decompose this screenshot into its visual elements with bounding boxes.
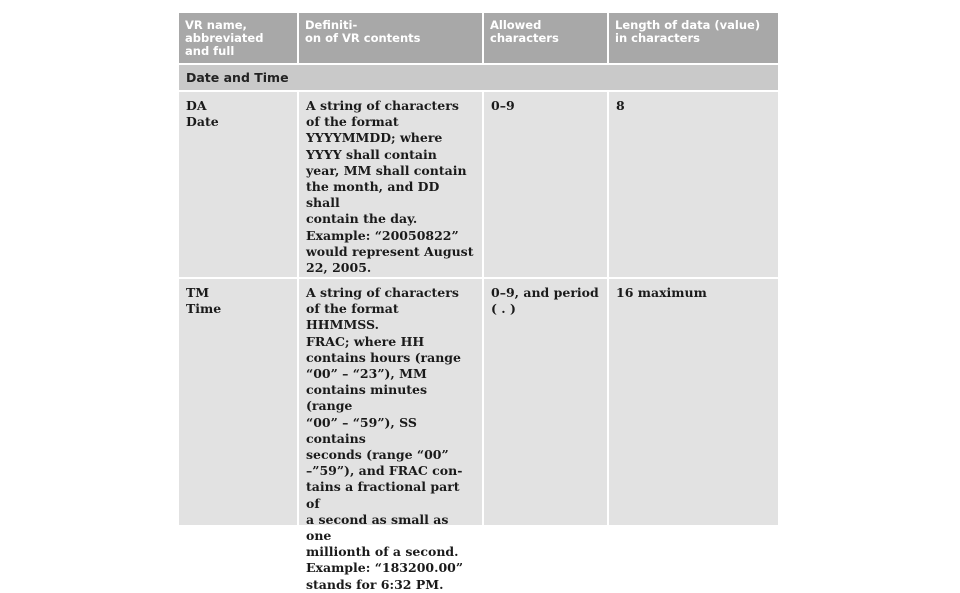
column-divider: [297, 13, 299, 63]
header-vr-name: VR name, abbreviated and full: [179, 13, 297, 63]
column-divider: [482, 13, 484, 63]
header-allowed-characters: Allowed characters: [484, 13, 607, 63]
row-tm-name: TM Time: [179, 279, 297, 525]
row-divider: [179, 90, 778, 92]
column-divider: [297, 92, 299, 525]
header-definition: Definiti- on of VR contents: [299, 13, 482, 63]
row-divider: [179, 63, 778, 65]
row-da-length: 8: [609, 92, 778, 277]
row-tm-length: 16 maximum: [609, 279, 778, 525]
row-da-allowed: 0–9: [484, 92, 607, 277]
row-da-definition: A string of characters of the format YYYYMMDD; where YYYY shall contain year, MM shall contain the month, and DD shall contain the day. Example: “20050822” would represent August 22, 2005.: [299, 92, 482, 277]
column-divider: [482, 92, 484, 525]
column-divider: [607, 13, 609, 63]
vr-table: [179, 13, 778, 592]
row-divider: [179, 277, 778, 279]
section-title: Date and Time: [179, 65, 778, 90]
column-divider: [607, 92, 609, 525]
header-length: Length of data (value) in characters: [609, 13, 778, 63]
row-tm-allowed: 0–9, and period ( . ): [484, 279, 607, 525]
row-tm-definition: A string of characters of the format HHMMSS. FRAC; where HH contains hours (range “00” – “23”), MM contains minutes (range “00” – “59”), SS contains seconds (range “00” –”59”), and FRAC con- tains a fractional part of a second as small as one millionth of a second. Example: “183200.00” stands for 6:32 PM.: [299, 279, 482, 525]
row-da-name: DA Date: [179, 92, 297, 277]
